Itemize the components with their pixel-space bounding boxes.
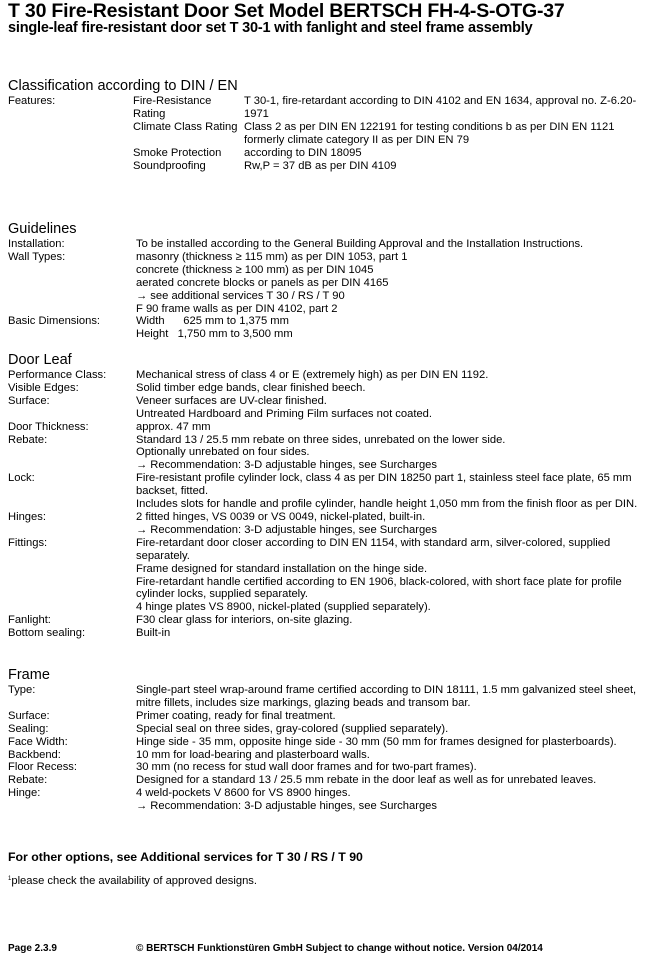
spec-row xyxy=(8,434,648,473)
classification-section xyxy=(8,78,648,172)
classification-item xyxy=(133,95,648,121)
value-line: → Recommendation: 3-D adjustable hinges, see Surcharges xyxy=(136,459,437,472)
page-footer xyxy=(8,943,543,954)
value-line: Veneer surfaces are UV-clear finished. xyxy=(136,394,327,407)
value-line: 2 fitted hinges, VS 0039 or VS 0049, nickel-plated, built-in. xyxy=(136,510,426,523)
sub-label-line: Smoke Protection xyxy=(133,146,222,159)
value-line: Special seal on three sides, gray-colored (supplied separately). xyxy=(136,722,449,735)
spec-value xyxy=(136,614,648,627)
spec-value xyxy=(136,382,648,395)
document-title: T 30 Fire-Resistant Door Set Model BERTSCH FH-4-S-OTG-37 xyxy=(8,0,565,22)
value-line: 30 mm (no recess for stud wall door frames and for two-part frames). xyxy=(136,761,477,774)
value-line: aerated concrete blocks or panels as per DIN 4165 xyxy=(136,276,389,289)
value-line: Frame designed for standard installation on the hinge side. xyxy=(136,562,428,575)
spec-label: Bottom sealing: xyxy=(8,627,86,640)
page-number: Page 2.3.9 xyxy=(8,943,57,954)
spec-row xyxy=(8,774,648,787)
frame-rows xyxy=(8,684,648,813)
spec-value xyxy=(136,723,648,736)
spec-row xyxy=(8,369,648,382)
spec-row xyxy=(8,627,648,640)
spec-value xyxy=(136,369,648,382)
spec-label: Type: xyxy=(8,684,36,696)
spec-row xyxy=(8,511,648,537)
classification-row xyxy=(8,95,648,172)
classification-item xyxy=(133,147,648,160)
classification-item xyxy=(133,160,648,173)
copyright-text: © BERTSCH Funktionstüren GmbH Subject to change without notice. Version 04/2014 xyxy=(136,943,543,954)
sub-label-line xyxy=(133,134,244,147)
classification-items xyxy=(133,95,648,172)
document-subtitle: single-leaf fire-resistant door set T 30-1 with fanlight and steel frame assembly xyxy=(8,20,533,36)
section-heading: Frame xyxy=(8,667,50,683)
spec-label: Fittings: xyxy=(8,536,48,549)
value-line: Optionally unrebated on four sides. xyxy=(136,446,310,459)
spec-label: Hinge: xyxy=(8,787,41,800)
spec-value xyxy=(136,434,648,473)
value-line: Designed for a standard 13 / 25.5 mm rebate in the door leaf as well as for unrebated leaves. xyxy=(136,774,597,787)
door-leaf-section xyxy=(8,352,648,640)
spec-label: Basic Dimensions: xyxy=(8,315,101,328)
value-line: 1971 xyxy=(244,107,269,120)
value-line: To be installed according to the General Building Approval and the Installation Instructions. xyxy=(136,238,584,250)
spec-row xyxy=(8,238,648,251)
value-line: separately. xyxy=(136,549,190,562)
guidelines-rows xyxy=(8,238,648,341)
spec-row xyxy=(8,537,648,614)
spec-label: Backbend: xyxy=(8,748,61,761)
value-line: Fire-retardant handle certified according to EN 1906, black-colored, with short face plate for profile xyxy=(136,575,622,588)
sub-label-line: Fire-Resistance xyxy=(133,95,212,107)
spec-value xyxy=(136,251,648,316)
other-options-note: For other options, see Additional services for T 30 / RS / T 90 xyxy=(8,850,363,864)
spec-row xyxy=(8,787,648,813)
value-line: → see additional services T 30 / RS / T 90 xyxy=(136,289,345,302)
spec-value xyxy=(136,761,648,774)
value-line: approx. 47 mm xyxy=(136,420,211,433)
value-line: 4 hinge plates VS 8900, nickel-plated (supplied separately). xyxy=(136,601,431,614)
value-line: Height 1,750 mm to 3,500 mm xyxy=(136,328,293,341)
spec-label: Door Thickness: xyxy=(8,420,89,433)
spec-label: Rebate: xyxy=(8,433,48,446)
value-line: formerly climate category II as per DIN EN 79 xyxy=(244,133,470,146)
value-line: T 30-1, fire-retardant according to DIN 4102 and EN 1634, approval no. Z-6.20- xyxy=(244,95,637,107)
spec-row xyxy=(8,395,648,421)
value-line: F 90 frame walls as per DIN 4102, part 2 xyxy=(136,302,338,315)
value-line: Built-in xyxy=(136,627,171,640)
door-leaf-rows xyxy=(8,369,648,640)
spec-value xyxy=(136,421,648,434)
section-heading: Classification according to DIN / EN xyxy=(8,78,238,94)
spec-value xyxy=(136,395,648,421)
classification-sub-label xyxy=(133,147,244,160)
value-line: F30 clear glass for interiors, on-site glazing. xyxy=(136,614,353,627)
value-line: 10 mm for load-bearing and plasterboard walls. xyxy=(136,748,370,761)
value-line: Untreated Hardboard and Priming Film surfaces not coated. xyxy=(136,407,432,420)
spec-value xyxy=(136,627,648,640)
spec-label: Rebate: xyxy=(8,774,48,787)
value-line: backset, fitted. xyxy=(136,485,209,498)
spec-value xyxy=(136,710,648,723)
value-line: Primer coating, ready for final treatment. xyxy=(136,709,336,722)
spec-value xyxy=(136,774,648,787)
value-line: mitre fillets, includes size markings, glazing beads and transom bar. xyxy=(136,696,471,709)
value-line: Width 625 mm to 1,375 mm xyxy=(136,315,289,328)
spec-value xyxy=(136,787,648,813)
classification-sub-label xyxy=(133,160,244,173)
row-label: Features: xyxy=(8,95,56,107)
spec-row xyxy=(8,749,648,762)
value-line: Rw,P = 37 dB as per DIN 4109 xyxy=(244,159,397,172)
spec-row xyxy=(8,382,648,395)
spec-row xyxy=(8,251,648,316)
spec-value xyxy=(136,684,648,710)
spec-label: Surface: xyxy=(8,709,50,722)
guidelines-section xyxy=(8,221,648,341)
value-line: Single-part steel wrap-around frame certified according to DIN 18111, 1.5 mm galvanized steel sheet, xyxy=(136,684,637,696)
spec-row xyxy=(8,614,648,627)
spec-row xyxy=(8,761,648,774)
footnote-mark: 1 xyxy=(8,876,12,882)
section-heading: Door Leaf xyxy=(8,352,72,368)
spec-label: Sealing: xyxy=(8,722,49,735)
spec-row xyxy=(8,710,648,723)
spec-row xyxy=(8,421,648,434)
spec-row xyxy=(8,315,648,341)
spec-label: Hinges: xyxy=(8,510,46,523)
value-line: Standard 13 / 25.5 mm rebate on three sides, unrebated on the lower side. xyxy=(136,433,506,446)
spec-row xyxy=(8,723,648,736)
spec-label: Fanlight: xyxy=(8,614,51,627)
spec-label: Performance Class: xyxy=(8,369,107,381)
value-line: according to DIN 18095 xyxy=(244,146,362,159)
value-line: concrete (thickness ≥ 100 mm) as per DIN 1045 xyxy=(136,263,374,276)
spec-label: Surface: xyxy=(8,394,50,407)
classification-value xyxy=(244,160,648,173)
footnote-text: please check the availability of approved designs. xyxy=(11,875,257,887)
value-line: Fire-retardant door closer according to DIN EN 1154, with standard arm, silver-colored, supplied xyxy=(136,536,611,549)
spec-value xyxy=(136,749,648,762)
footnote xyxy=(8,875,257,887)
spec-value xyxy=(136,315,648,341)
spec-row xyxy=(8,472,648,511)
spec-value xyxy=(136,238,648,251)
value-line: Hinge side - 35 mm, opposite hinge side - 30 mm (50 mm for frames designed for plasterboards). xyxy=(136,735,617,748)
spec-label: Installation: xyxy=(8,238,65,250)
value-line: Solid timber edge bands, clear finished beech. xyxy=(136,381,366,394)
spec-row xyxy=(8,736,648,749)
spec-label: Lock: xyxy=(8,472,35,485)
spec-value xyxy=(136,511,648,537)
classification-value xyxy=(244,121,648,147)
value-line: Class 2 as per DIN EN 122191 for testing conditions b as per DIN EN 1121 xyxy=(244,120,615,133)
classification-value xyxy=(244,95,648,121)
spec-row xyxy=(8,684,648,710)
spec-label: Floor Recess: xyxy=(8,761,78,774)
frame-section xyxy=(8,667,648,813)
value-line: cylinder locks, supplied separately. xyxy=(136,588,309,601)
spec-label: Visible Edges: xyxy=(8,381,79,394)
classification-sub-label xyxy=(133,121,244,147)
value-line: 4 weld-pockets V 8600 for VS 8900 hinges. xyxy=(136,787,351,800)
spec-value xyxy=(136,736,648,749)
value-line: → Recommendation: 3-D adjustable hinges, see Surcharges xyxy=(136,523,437,536)
value-line: masonry (thickness ≥ 115 mm) as per DIN 1053, part 1 xyxy=(136,250,408,263)
classification-value xyxy=(244,147,648,160)
sub-label-line: Rating xyxy=(133,107,166,120)
section-heading: Guidelines xyxy=(8,221,77,237)
sub-label-line: Climate Class Rating xyxy=(133,120,238,133)
value-line: Mechanical stress of class 4 or E (extremely high) as per DIN EN 1192. xyxy=(136,369,489,381)
value-line: → Recommendation: 3-D adjustable hinges, see Surcharges xyxy=(136,800,437,813)
spec-label: Face Width: xyxy=(8,735,68,748)
spec-value xyxy=(136,537,648,614)
classification-item xyxy=(133,121,648,147)
value-line: Includes slots for handle and profile cylinder, handle height 1,050 mm from the finish floor as per DIN. xyxy=(136,498,638,511)
sub-label-line: Soundproofing xyxy=(133,159,206,172)
classification-sub-label xyxy=(133,95,244,121)
spec-value xyxy=(136,472,648,511)
value-line: Fire-resistant profile cylinder lock, class 4 as per DIN 18250 part 1, stainless steel face plate, 65 mm xyxy=(136,472,632,485)
spec-label: Wall Types: xyxy=(8,250,66,263)
